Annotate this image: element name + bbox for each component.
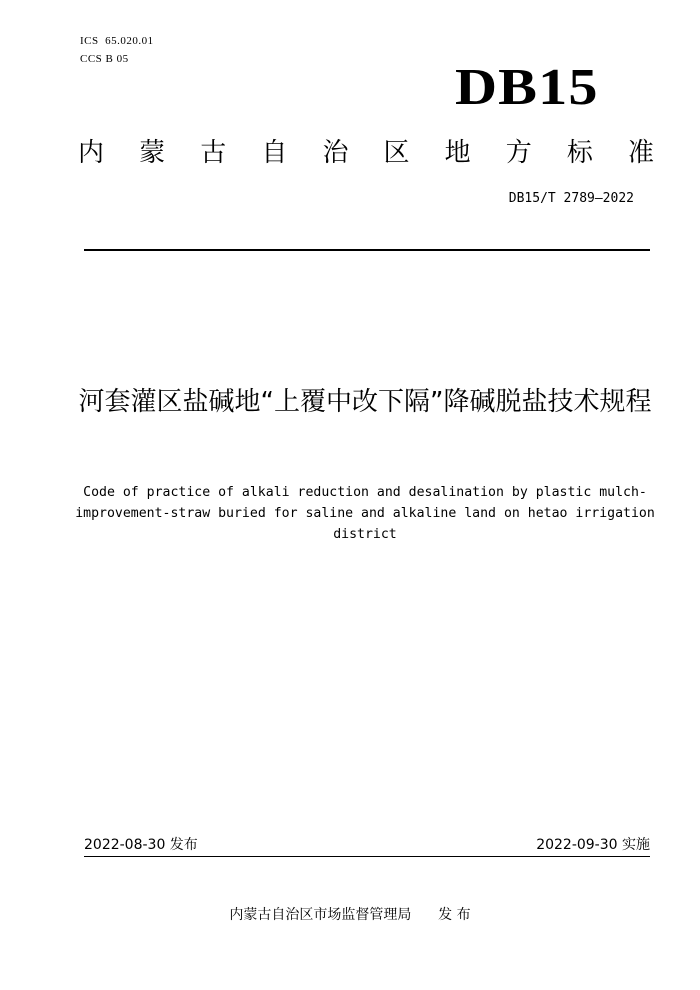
issue-date: 2022-08-30 发布: [84, 837, 198, 853]
standard-type-char: 内: [78, 138, 105, 168]
standard-number: DB15/T 2789—2022: [508, 191, 634, 206]
document-title-chinese: 河套灌区盐碱地“上覆中改下隔”降碱脱盐技术规程: [78, 387, 652, 417]
ccs-code: CCS B 05: [80, 53, 129, 65]
standard-type-char: 准: [627, 138, 654, 168]
implementation-date: 2022-09-30 实施: [536, 837, 650, 853]
standard-type-char: 方: [505, 138, 532, 168]
standard-type-char: 蒙: [139, 138, 166, 168]
document-title-english: Code of practice of alkali reduction and desalination by plastic mulch-improvement-straw buried for saline and alkaline land on hetao irrigation district: [75, 485, 655, 542]
issuing-authority: 内蒙古自治区市场监督管理局 发 布: [229, 907, 471, 923]
standard-type-char: 治: [322, 138, 349, 168]
standard-type-char: 标: [566, 138, 593, 168]
standard-type-heading: [78, 137, 654, 169]
footer-divider: [84, 856, 650, 857]
standard-type-char: 地: [444, 138, 471, 168]
header-divider: [84, 249, 650, 251]
standard-type-char: 自: [261, 138, 288, 168]
db-logo: DB15: [455, 59, 599, 116]
standard-type-char: 区: [383, 138, 410, 168]
ics-code: ICS 65.020.01: [80, 35, 154, 47]
standard-type-char: 古: [200, 138, 227, 168]
